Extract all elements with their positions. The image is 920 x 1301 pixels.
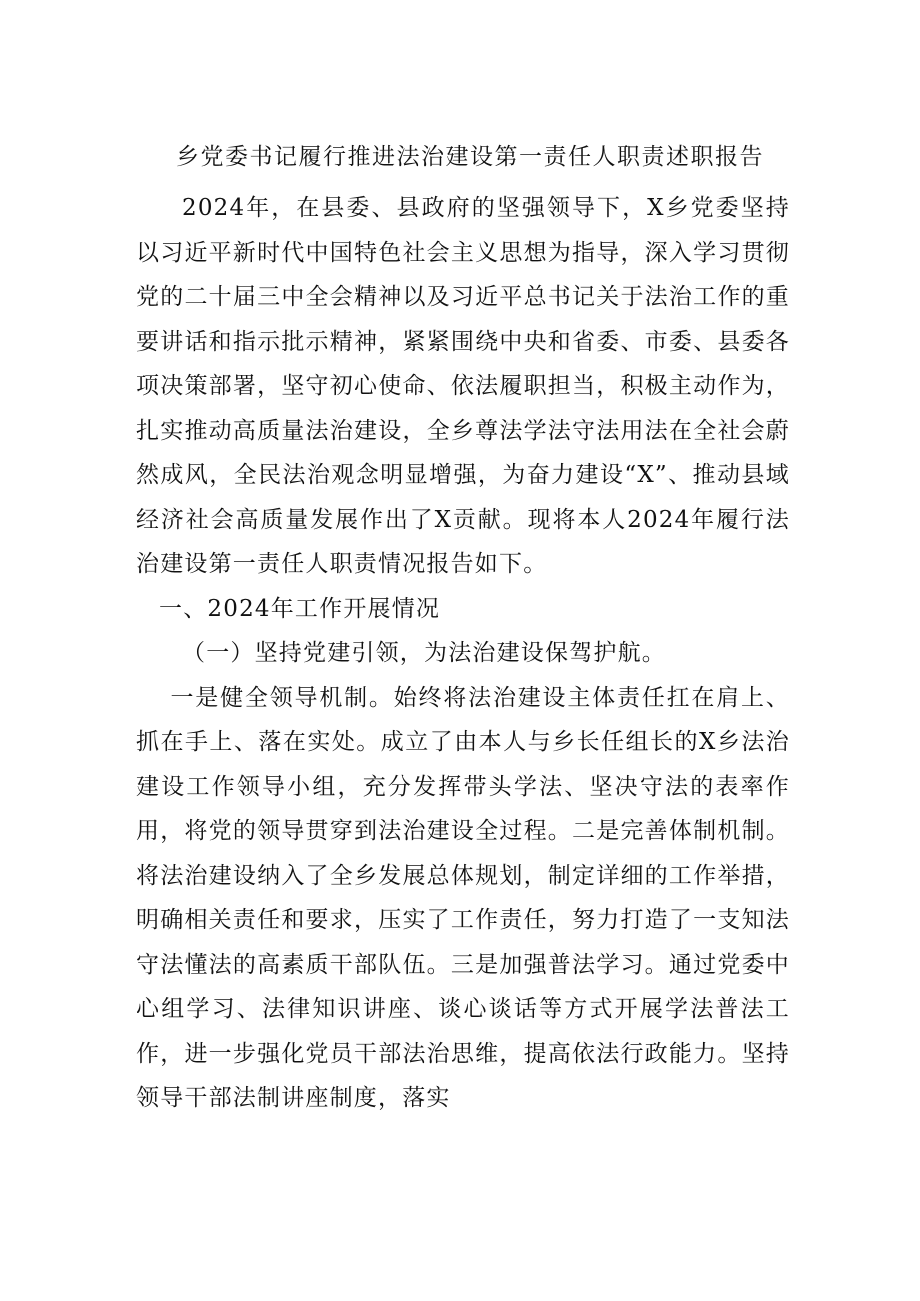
- subsection-heading-1: （一）坚持党建引领，为法治建设保驾护航。: [182, 640, 666, 666]
- document-title: 乡党委书记履行推进法治建设第一责任人职责述职报告: [176, 144, 764, 170]
- intro-paragraph: 2024年，在县委、县政府的坚强领导下，X乡党委坚持以习近平新时代中国特色社会主义思想为指导，深入学习贯彻党的二十届三中全会精神以及习近平总书记关于法治工作的重要讲话和指示批示精神，紧紧围绕中央和省委、市委、县委各项决策部署，坚守初心使命、依法履职担当，积极主动作为，扎实推动高质量法治建设，全乡尊法学法守法用法在全社会蔚然成风，全民法治观念明显增强，为奋力建设“X”、推动县域经济社会高质量发展作出了X贡献。现将本人2024年履行法治建设第一责任人职责情况报告如下。: [136, 195, 790, 577]
- subsection-body-1: 一是健全领导机制。始终将法治建设主体责任扛在肩上、抓在手上、落在实处。成立了由本人与乡长任组长的X乡法治建设工作领导小组，充分发挥带头学法、坚决守法的表率作用，将党的领导贯穿到法治建设全过程。二是完善体制机制。将法治建设纳入了全乡发展总体规划，制定详细的工作举措，明确相关责任和要求，压实了工作责任，努力打造了一支知法守法懂法的高素质干部队伍。三是加强普法学习。通过党委中心组学习、法律知识讲座、谈心谈话等方式开展学法普法工作，进一步强化党员干部法治思维，提高依法行政能力。坚持领导干部法制讲座制度，落实: [136, 684, 790, 1111]
- section-heading-1: 一、2024年工作开展情况: [159, 595, 441, 622]
